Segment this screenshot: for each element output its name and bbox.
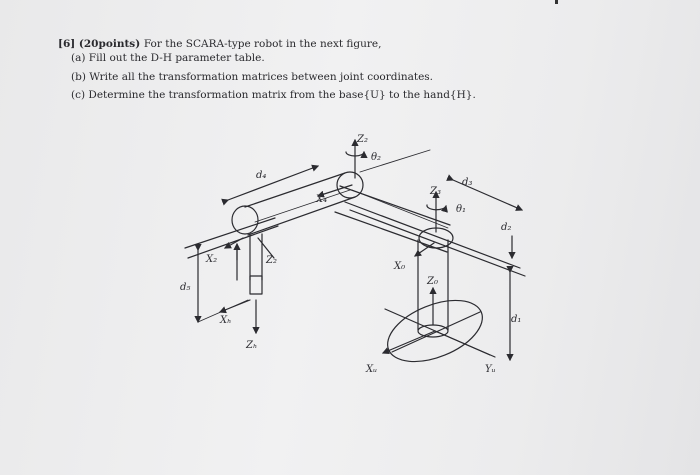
question-number: [6] [58, 38, 76, 50]
z2-label: Z₂ [357, 134, 368, 145]
column-foot [418, 325, 448, 337]
d4-label: d₄ [256, 170, 267, 181]
question-stem: For the SCARA-type robot in the next figure, [143, 38, 382, 50]
d1-label: d₁ [511, 314, 522, 325]
zh-label: Zₕ [246, 340, 258, 351]
d3-label: d₃ [462, 177, 473, 188]
question-part-c: (c) Determine the transformation matrix from the base{U} to the hand{H}. [71, 89, 476, 101]
x2-axis [225, 238, 243, 248]
elbow-joint [337, 172, 363, 198]
x2-label: X₂ [206, 254, 218, 265]
question-points: (20points) [78, 38, 141, 50]
d5-label: d₅ [180, 282, 191, 293]
xh-label: Xₕ [220, 315, 232, 326]
theta1-label: θ₁ [456, 204, 467, 215]
xu-label: Xᵤ [366, 364, 378, 375]
question-part-b: (b) Write all the transformation matrices between joint coordinates. [71, 71, 434, 83]
x0-label: X₀ [394, 261, 406, 272]
question-part-a: (a) Fill out the D-H parameter table. [71, 52, 265, 64]
yu-label: Yᵤ [485, 364, 496, 375]
arm2-bottom-edge [248, 197, 355, 235]
x4-label: X₄ [316, 194, 328, 205]
tool-tip [250, 276, 262, 294]
ref-line-right [345, 202, 520, 268]
d4-dimension [228, 166, 318, 200]
z3-label: Z₃ [430, 186, 441, 197]
d2-label: d₂ [501, 222, 512, 233]
ref-line-right-2 [350, 210, 525, 276]
wrist-joint [232, 206, 258, 234]
z0-label: Z₀ [427, 276, 438, 287]
z2-side-label: Z₂ [266, 255, 277, 266]
arm2-inner-line [255, 190, 350, 222]
theta2-label: θ₂ [371, 152, 382, 163]
